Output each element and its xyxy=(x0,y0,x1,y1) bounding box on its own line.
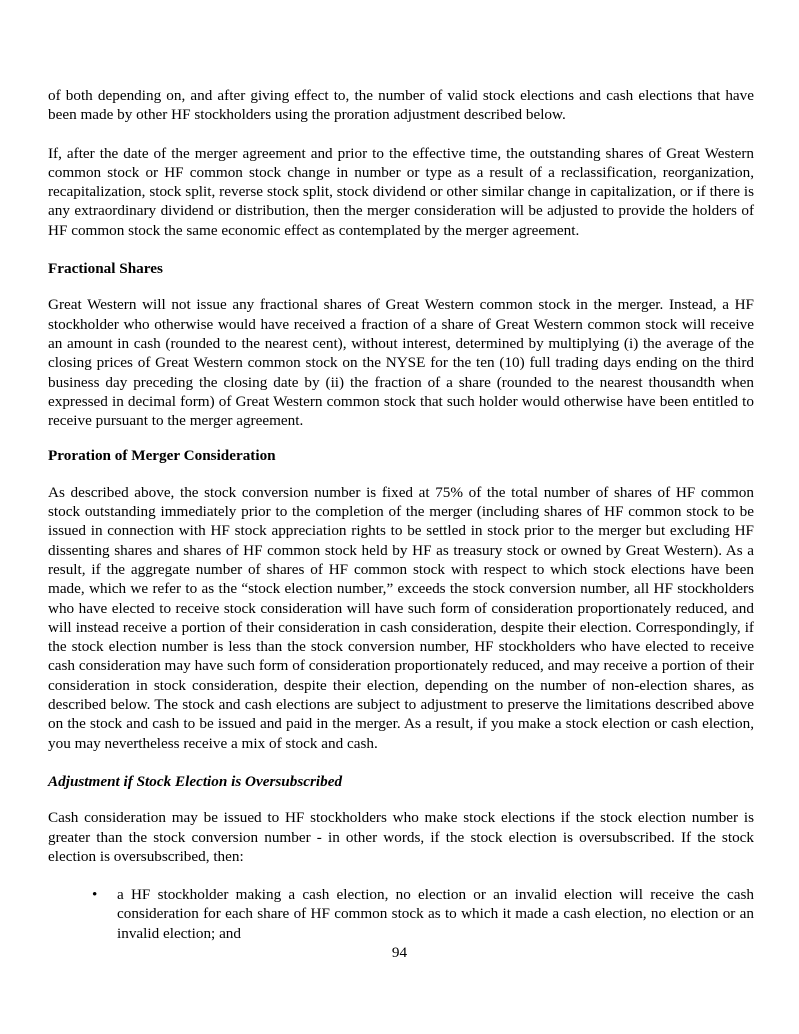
list-item xyxy=(48,885,754,943)
heading-proration: Proration of Merger Consideration xyxy=(48,447,276,465)
paragraph-fractional-shares: Great Western will not issue any fractional shares of Great Western common stock in the merger. Instead, a HF stockholder who otherwise would have received a fraction of a share of Great Western common stock will receive an amount in cash (rounded to the nearest cent), without interest, determined by multiplying (i) the average of the closing prices of Great Western common stock on the NYSE for the ten (10) full trading days ending on the third business day preceding the closing date by (ii) the fraction of a share (rounded to the nearest thousandth when expressed in decimal form) of Great Western common stock that such holder would otherwise have been entitled to receive pursuant to the merger agreement. xyxy=(48,296,754,430)
paragraph-proration-continuation: of both depending on, and after giving effect to, the number of valid stock elections and cash elections that have been made by other HF stockholders using the proration adjustment described below. xyxy=(48,87,754,124)
paragraph-oversubscribed: Cash consideration may be issued to HF stockholders who make stock elections if the stock election number is greater than the stock conversion number - in other words, if the stock election is oversubscribed. If the stock election is oversubscribed, then: xyxy=(48,809,754,865)
paragraph-proration: As described above, the stock conversion number is fixed at 75% of the total number of shares of HF common stock outstanding immediately prior to the completion of the merger (including shares of HF common stock to be issued in connection with HF stock appreciation rights to be settled in stock prior to the merger but excluding HF dissenting shares and shares of HF common stock held by HF as treasury stock or owned by Great Western). As a result, if the aggregate number of shares of HF common stock with respect to which stock elections have been made, which we refer to as the “stock election number,” exceeds the stock conversion number, all HF stockholders who have elected to receive stock consideration will have such form of consideration proportionately reduced, and will instead receive a portion of their consideration in cash consideration, despite their election. Correspondingly, if the stock election number is less than the stock conversion number, HF stockholders who have elected to receive cash consideration may have such form of consideration proportionately reduced, and may receive a portion of their consideration in stock consideration, despite their election, depending on the number of non-election shares, as described below. The stock and cash elections are subject to adjustment to preserve the limitations described above on the stock and cash to be issued and paid in the merger. As a result, if you make a stock election or cash election, you may nevertheless receive a mix of stock and cash. xyxy=(48,483,754,752)
page-number: 94 xyxy=(391,944,408,961)
list-item-text: a HF stockholder making a cash election, no election or an invalid election will receive the cash consideration for each share of HF common stock as to which it made a cash election, no election or an invalid election; and xyxy=(117,886,754,942)
bullet-icon: • xyxy=(92,886,98,904)
document-page xyxy=(48,86,754,943)
heading-oversubscribed: Adjustment if Stock Election is Oversubscribed xyxy=(48,772,343,790)
heading-fractional-shares: Fractional Shares xyxy=(48,260,163,278)
paragraph-capitalization-adjustment: If, after the date of the merger agreement and prior to the effective time, the outstanding shares of Great Western common stock or HF common stock change in number or type as a result of a reclassification, reorganization, recapitalization, stock split, reverse stock split, stock dividend or other similar change in capitalization, or if there is any extraordinary dividend or distribution, then the merger consideration will be adjusted to provide the holders of HF common stock the same economic effect as contemplated by the merger agreement. xyxy=(48,144,754,239)
